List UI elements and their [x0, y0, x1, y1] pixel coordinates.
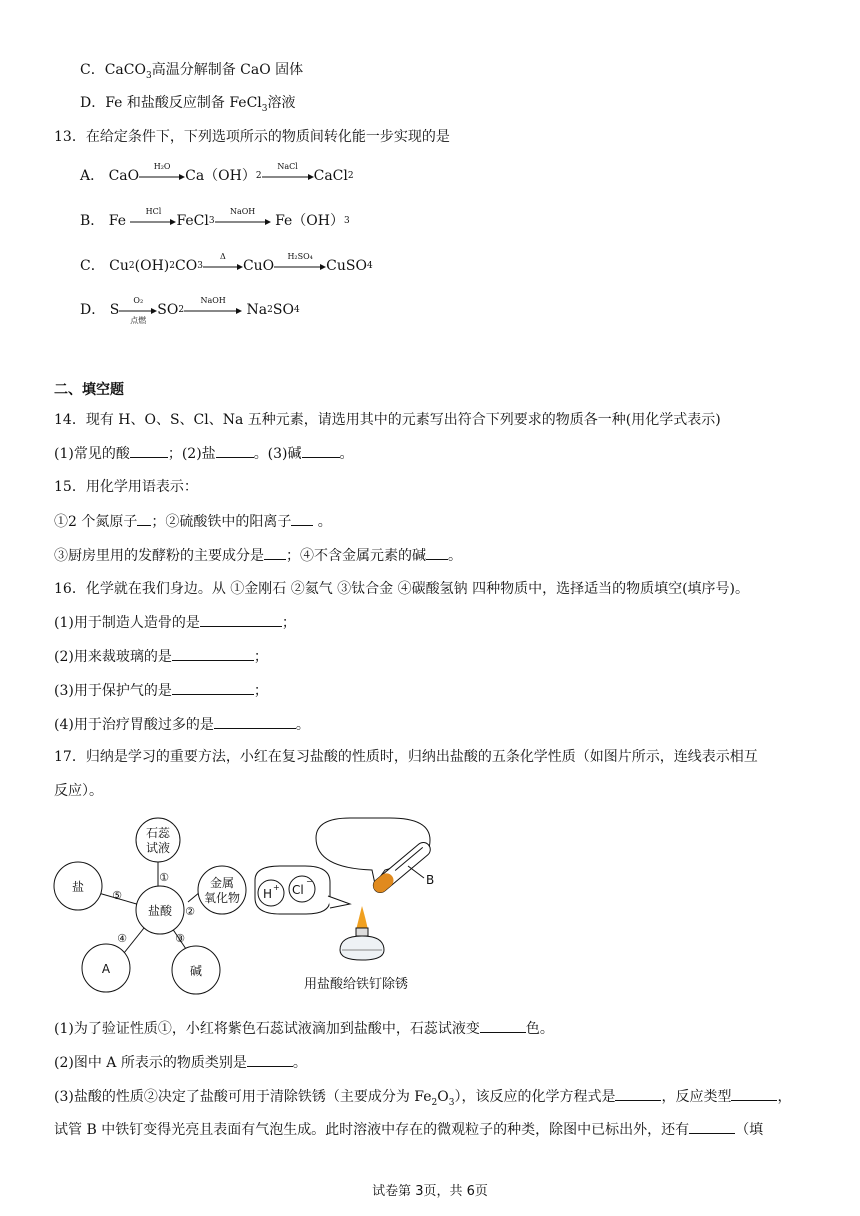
- q13-option-b: B． Fe HCl FeCl 3 NaOH Fe（OH） 3: [80, 207, 350, 229]
- q15-stem: 15．用化学用语表示：: [54, 479, 198, 495]
- q14-line: (1)常见的酸 ；(2)盐 。(3)碱 。: [54, 443, 354, 464]
- q17-stem-line1: 17．归纳是学习的重要方法，小红在复习盐酸的性质时，归纳出盐酸的五条化学性质（如图片所示，连线表示相互: [54, 749, 758, 765]
- answer-blank[interactable]: [214, 714, 296, 729]
- q16-item3: (3)用于保护气的是 ；: [54, 680, 268, 701]
- q12-option-d: D．Fe 和盐酸反应制备 FeCl$_3$溶液: [80, 95, 296, 114]
- answer-blank[interactable]: [130, 443, 168, 458]
- q13-option-d: D． S O₂ 点燃 SO 2 NaOH Na 2 SO 4: [80, 296, 300, 325]
- page-footer: 试卷第 3页，共 6页: [372, 1184, 488, 1199]
- section-title: 二、填空题: [54, 382, 124, 398]
- answer-blank[interactable]: [172, 646, 254, 661]
- tube-b-label: B: [426, 873, 435, 887]
- q14-stem: 14．现有 H、O、S、Cl、Na 五种元素，请选用其中的元素写出符合下列要求的物质各一种(用化学式表示): [54, 412, 721, 428]
- answer-blank[interactable]: [689, 1119, 735, 1134]
- svg-text:−: −: [306, 877, 313, 886]
- reaction-arrow: H₂SO₄: [274, 256, 326, 276]
- reaction-arrow: HCl: [130, 211, 176, 231]
- litmus-node: [136, 818, 180, 862]
- reaction-arrow: Δ: [203, 256, 243, 276]
- answer-blank[interactable]: [247, 1052, 293, 1067]
- num-3: ③: [175, 932, 185, 945]
- answer-blank[interactable]: [426, 545, 448, 560]
- flame-icon: [356, 906, 368, 930]
- reaction-arrow: H₂O: [139, 166, 185, 186]
- metal-oxide-node: [198, 866, 246, 914]
- a-label: A: [101, 962, 111, 976]
- q13-option-c: C． Cu 2 (OH) 2 CO 3 Δ CuO H₂SO₄ CuSO 4: [80, 252, 373, 274]
- oxide-label1: 金属: [209, 876, 235, 890]
- num-5: ⑤: [112, 889, 122, 902]
- oxide-label2: 氧化物: [203, 891, 241, 905]
- figure-caption: 用盐酸给铁钉除锈: [303, 977, 409, 992]
- hydrochloric-acid-diagram: [40, 810, 460, 1000]
- q17-sub3: (3)盐酸的性质②决定了盐酸可用于清除铁锈（主要成分为 $Fe_2O_3$），该反应的化学方程式是 ，反应类型 ，: [54, 1086, 791, 1113]
- alcohol-lamp: [340, 936, 384, 960]
- answer-blank[interactable]: [731, 1086, 777, 1101]
- q13-stem: 13．在给定条件下，下列选项所示的物质间转化能一步实现的是: [54, 129, 450, 145]
- salt-label: 盐: [71, 880, 85, 894]
- num-4: ④: [117, 932, 127, 945]
- answer-blank[interactable]: [264, 545, 286, 560]
- q17-sub3-cont: 试管 B 中铁钉变得光亮且表面有气泡生成。此时溶液中存在的微观粒子的种类，除图中已标出外，还有 （填: [54, 1119, 763, 1140]
- reaction-arrow: NaCl: [262, 166, 314, 186]
- q15-line1: ①2 个氮原子 ；②硫酸铁中的阳离子 。: [54, 511, 332, 532]
- acid-label: 盐酸: [147, 904, 173, 918]
- q12-option-c: C．CaCO$_3$高温分解制备 CaO 固体: [80, 62, 304, 81]
- q15-line2: ③厨房里用的发酵粉的主要成分是 ；④不含金属元素的碱 。: [54, 545, 462, 566]
- answer-blank[interactable]: [480, 1018, 526, 1033]
- q17-sub1: (1)为了验证性质①，小红将紫色石蕊试液滴加到盐酸中，石蕊试液变 色。: [54, 1018, 554, 1039]
- q16-item4: (4)用于治疗胃酸过多的是 。: [54, 714, 310, 735]
- reaction-arrow: NaOH: [184, 300, 242, 320]
- q13-option-a: A． CaO H₂O Ca（OH） 2 NaCl CaCl 2: [80, 162, 354, 184]
- answer-blank[interactable]: [615, 1086, 661, 1101]
- q17-sub2: (2)图中 A 所表示的物质类别是 。: [54, 1052, 307, 1073]
- answer-blank[interactable]: [291, 511, 313, 526]
- answer-blank[interactable]: [137, 511, 151, 526]
- answer-blank[interactable]: [302, 443, 340, 458]
- reaction-arrow: O₂ 点燃: [119, 300, 157, 320]
- num-1: ①: [159, 871, 169, 884]
- q16-item1: (1)用于制造人造骨的是 ；: [54, 612, 296, 633]
- num-2: ②: [185, 905, 195, 918]
- h-ion-label: H: [263, 887, 273, 901]
- litmus-label1: 石蕊: [145, 826, 171, 840]
- svg-text:+: +: [273, 883, 280, 892]
- q16-stem: 16．化学就在我们身边。从 ①金刚石 ②氦气 ③钛合金 ④碳酸氢钠 四种物质中，选择适当的物质填空(填序号)。: [54, 581, 749, 597]
- q16-item2: (2)用来裁玻璃的是 ；: [54, 646, 268, 667]
- answer-blank[interactable]: [172, 680, 254, 695]
- q17-stem-line2: 反应）。: [54, 783, 103, 799]
- base-label: 碱: [189, 964, 203, 978]
- answer-blank[interactable]: [200, 612, 282, 627]
- answer-blank[interactable]: [216, 443, 254, 458]
- reaction-arrow: NaOH: [215, 211, 271, 231]
- litmus-label2: 试液: [145, 841, 171, 855]
- cl-ion-label: Cl: [292, 883, 304, 897]
